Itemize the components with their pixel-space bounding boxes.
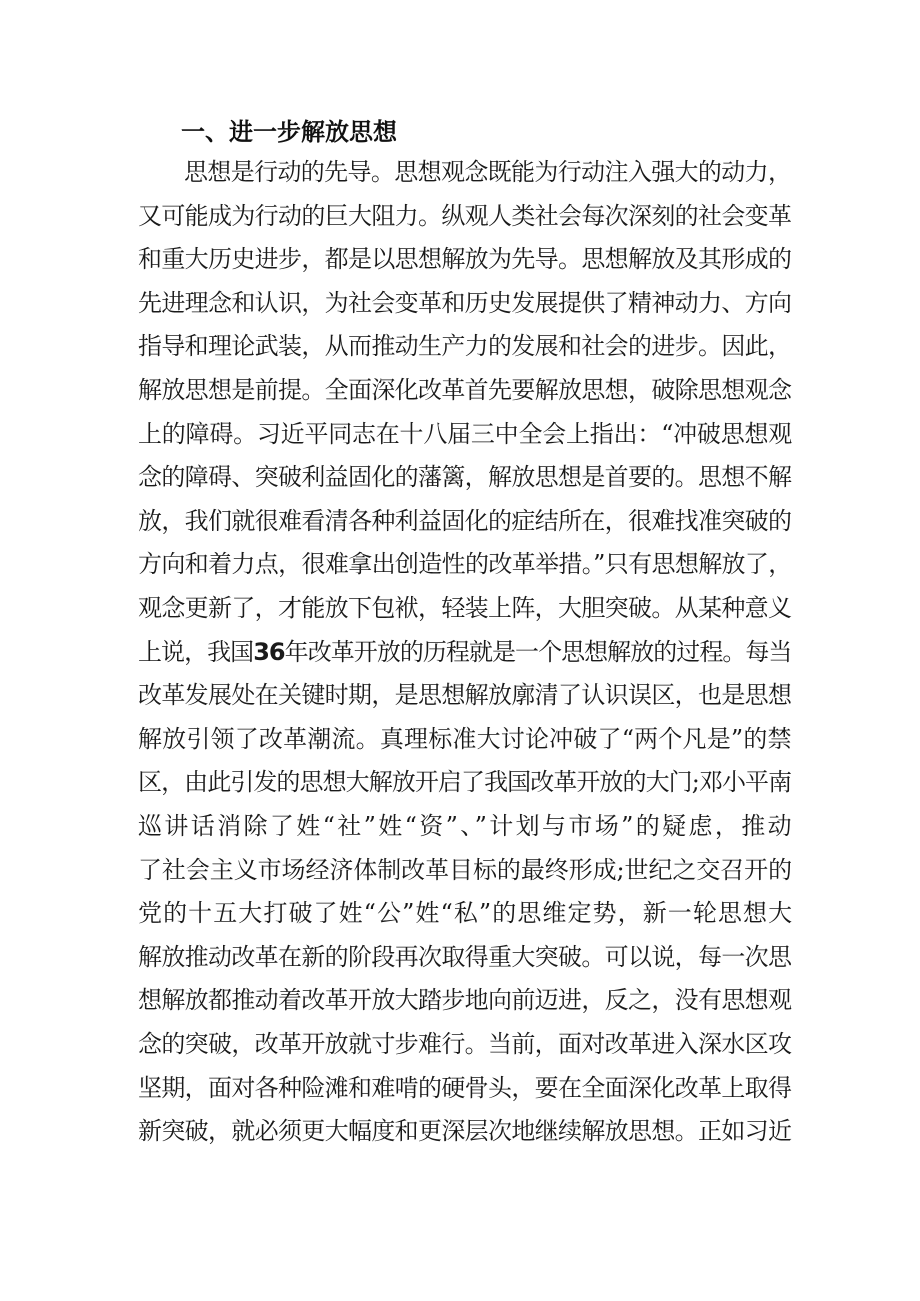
text-line: 解放引领了改革潮流。真理标准大讨论冲破了“两个凡是”的禁: [138, 724, 792, 753]
text-line: 改革发展处在关键时期，是思想解放廓清了认识误区，也是思想: [138, 681, 792, 710]
text-line: 观念更新了，才能放下包袱，轻装上阵，大胆突破。从某种意义: [138, 594, 792, 622]
text-line: 又可能成为行动的巨大阻力。纵观人类社会每次深刻的社会变革: [138, 201, 792, 230]
text-line: 方向和着力点，很难拿出创造性的改革举措。”只有思想解放了，: [138, 550, 792, 579]
text-line: 先进理念和认识，为社会变革和历史发展提供了精神动力、方向: [138, 288, 792, 317]
year-count: 36: [253, 637, 285, 666]
text-line: 想解放都推动着改革开放大踏步地向前迈进，反之，没有思想观: [138, 986, 792, 1015]
text-line: 巡讲话消除了姓“社”姓“资”、”计划与市场”的疑虑，推动: [138, 812, 794, 840]
section-heading: 一、进一步解放思想: [181, 118, 397, 146]
text-line: 放，我们就很难看清各种利益固化的症结所在，很难找准突破的: [138, 506, 792, 535]
text-line: 上说，我国36年改革开放的历程就是一个思想解放的过程。每当: [138, 637, 792, 666]
text-line: 新突破，就必须更大幅度和更深层次地继续解放思想。正如习近: [138, 1117, 792, 1146]
text-line: 念的突破，改革开放就寸步难行。当前，面对改革进入深水区攻: [138, 1030, 792, 1058]
text-line: 解放推动改革在新的阶段再次取得重大突破。可以说，每一次思: [138, 942, 792, 971]
text-line: 和重大历史进步，都是以思想解放为先导。思想解放及其形成的: [138, 245, 792, 274]
text-line: 念的障碍、突破利益固化的藩篱，解放思想是首要的。思想不解: [138, 463, 792, 492]
text-line: 思想是行动的先导。思想观念既能为行动注入强大的动力，: [184, 158, 792, 186]
text-line: 指导和理论武装，从而推动生产力的发展和社会的进步。因此，: [138, 332, 792, 361]
text-line: 区，由此引发的思想大解放开启了我国改革开放的大门;邓小平南: [138, 768, 792, 797]
text-line: 上的障碍。习近平同志在十八届三中全会上指出：“冲破思想观: [138, 419, 793, 448]
text-line: 党的十五大打破了姓“公”姓“私”的思维定势，新一轮思想大: [138, 899, 794, 928]
text-line: 了社会主义市场经济体制改革目标的最终形成;世纪之交召开的: [138, 855, 793, 884]
text-line: 坚期，面对各种险滩和难啃的硬骨头，要在全面深化改革上取得: [138, 1073, 792, 1102]
text-line: 解放思想是前提。全面深化改革首先要解放思想，破除思想观念: [138, 376, 792, 404]
